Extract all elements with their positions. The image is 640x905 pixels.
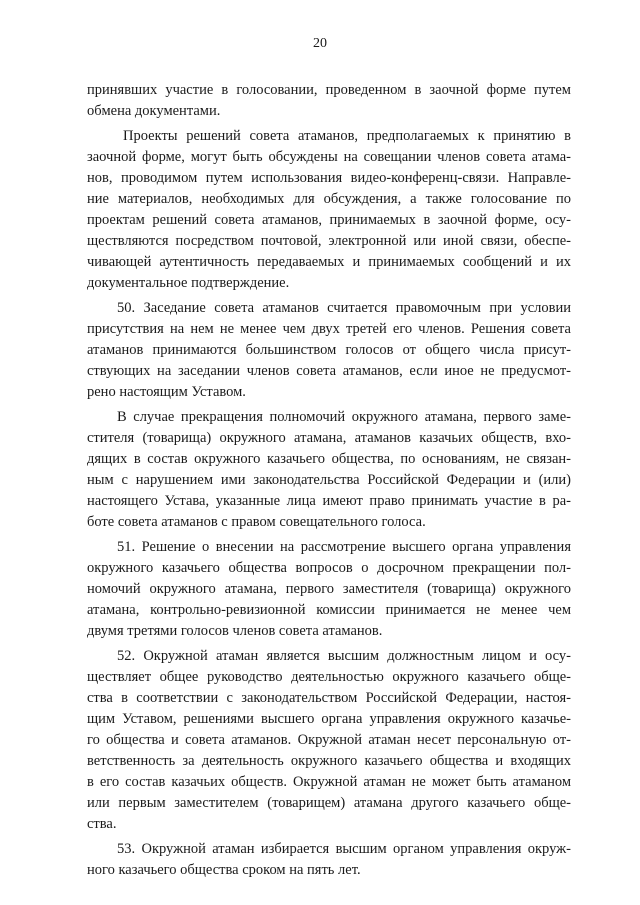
text-line: документальное подтверждение. (87, 275, 290, 291)
page-number: 20 (313, 36, 327, 51)
text-line: окружного казачьего общества вопросов о досрочном прекращении пол- (87, 560, 571, 576)
paragraph (87, 126, 571, 294)
text-line: ства. (87, 816, 117, 832)
paragraph (87, 839, 571, 881)
text-line: заочной форме, могут быть обсуждены на совещании членов совета атама- (87, 149, 571, 165)
text-line: щим Уставом, решениями высшего органа управления окружного казачье- (87, 711, 571, 727)
text-line: атамана, контрольно-ревизионной комиссии принимается не менее чем (87, 602, 571, 618)
text-line: проектам решений совета атаманов, принимаемых в заочной форме, осу- (87, 212, 571, 228)
text-line: ным с нарушением ими законодательства Российской Федерации и (или) (87, 472, 571, 488)
text-line: ного казачьего общества сроком на пять лет. (87, 862, 361, 878)
text-line: 50. Заседание совета атаманов считается правомочным при условии (117, 300, 571, 316)
text-line: Проекты решений совета атаманов, предполагаемых к принятию в (123, 128, 571, 144)
text-line: 52. Окружной атаман является высшим должностным лицом и осу- (117, 648, 571, 664)
text-line: ствующих на заседании членов совета атаманов, если иное не предусмот- (87, 363, 571, 379)
text-line: ветственность за деятельность окружного казачьего общества и входящих (87, 753, 571, 769)
text-line: или первым заместителем (товарищем) атамана другого казачьего обще- (87, 795, 571, 811)
text-line: настоящего Устава, указанные лица имеют право принимать участие в ра- (87, 493, 571, 509)
text-line: ществляются посредством почтовой, электронной или иной связи, обеспе- (87, 233, 571, 249)
text-line: дящих в состав окружного казачьего общества, по основаниям, не связан- (87, 451, 571, 467)
paragraph (87, 80, 571, 122)
text-line: рено настоящим Уставом. (87, 384, 246, 400)
text-line: стителя (товарища) окружного атамана, атаманов казачьих обществ, вхо- (87, 430, 571, 446)
text-line: ществляет общее руководство деятельностью окружного казачьего обще- (87, 669, 571, 685)
document-body (87, 80, 571, 881)
paragraph (87, 298, 571, 403)
text-line: принявших участие в голосовании, проведенном в заочной форме путем (87, 82, 571, 98)
text-line: го общества и совета атаманов. Окружной атаман несет персональную от- (87, 732, 571, 748)
paragraph (87, 646, 571, 835)
text-line: в его состав казачьих обществ. Окружной атаман не может быть атаманом (87, 774, 571, 790)
text-line: чивающей аутентичность передаваемых и принимаемых сообщений и их (87, 254, 571, 270)
text-line: двумя третями голосов членов совета атаманов. (87, 623, 383, 639)
text-line: 51. Решение о внесении на рассмотрение высшего органа управления (117, 539, 571, 555)
text-line: нов, проводимом путем использования видео-конференц-связи. Направле- (87, 170, 571, 186)
text-line: обмена документами. (87, 103, 221, 119)
text-line: атаманов принимаются большинством голосов от общего числа присут- (87, 342, 571, 358)
text-line: ства в соответствии с законодательством Российской Федерации, настоя- (87, 690, 571, 706)
paragraph (87, 537, 571, 642)
text-line: В случае прекращения полномочий окружного атамана, первого заме- (117, 409, 571, 425)
text-line: номочий окружного атамана, первого заместителя (товарища) окружного (87, 581, 571, 597)
paragraph (87, 407, 571, 533)
text-line: 53. Окружной атаман избирается высшим органом управления окруж- (117, 841, 571, 857)
text-line: присутствия на нем не менее чем двух третей его членов. Решения совета (87, 321, 571, 337)
text-line: ние материалов, необходимых для обсуждения, а также голосование по (87, 191, 571, 207)
text-line: боте совета атаманов с правом совещательного голоса. (87, 514, 426, 530)
